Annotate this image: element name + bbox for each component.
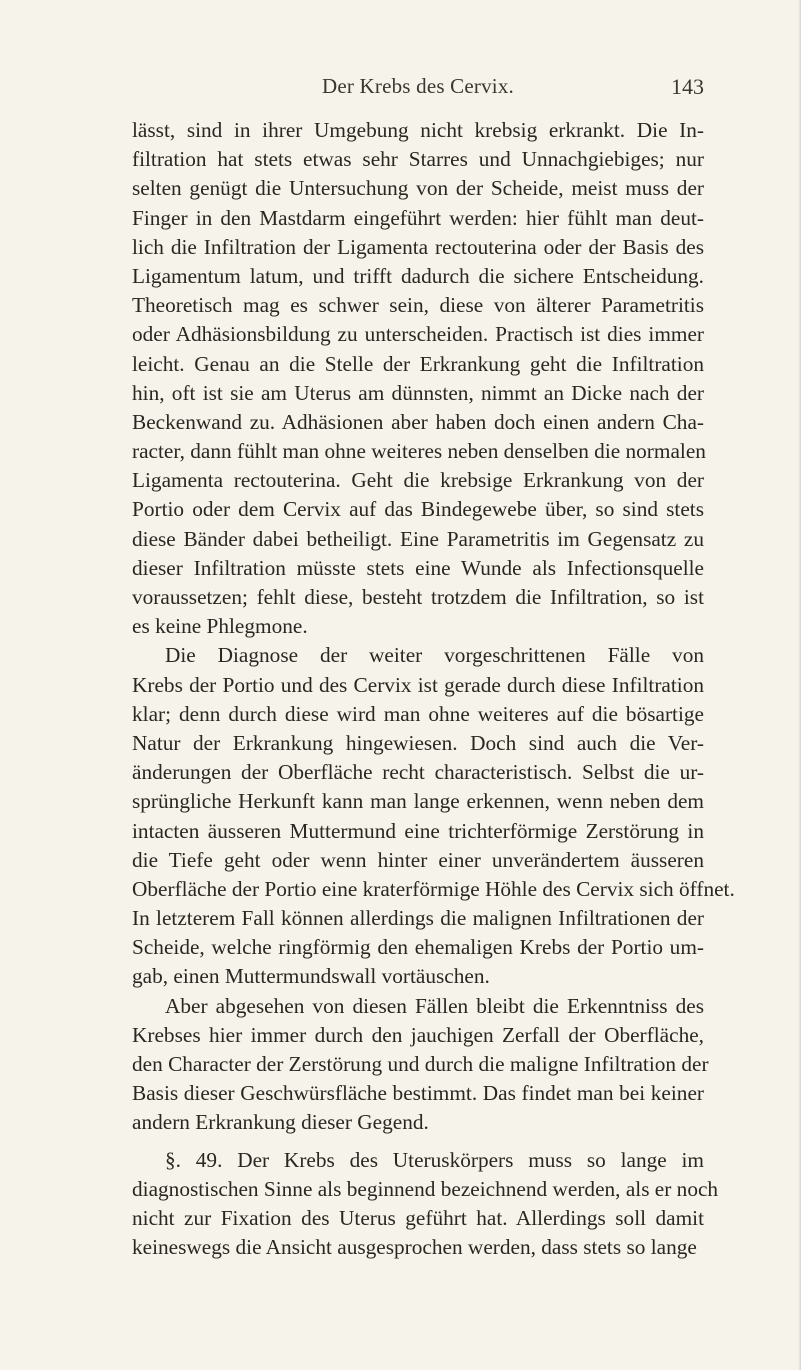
text-line: filtration hat stets etwas sehr Starres und Unnachgiebiges; nur	[132, 147, 704, 172]
text-line: Krebs der Portio und des Cervix ist gerade durch diese Infiltration	[132, 672, 704, 697]
text-line: oder Adhäsionsbildung zu unterscheiden. Practisch ist dies immer	[132, 322, 704, 347]
text-line: hin, oft ist sie am Uterus am dünnsten, nimmt an Dicke nach der	[132, 380, 704, 405]
text-line: racter, dann fühlt man ohne weiteres neben denselben die normalen	[132, 439, 706, 464]
running-head	[132, 74, 704, 104]
text-line: lässt, sind in ihrer Umgebung nicht krebsig erkrankt. Die In-	[132, 118, 704, 142]
running-title: Der Krebs des Cervix.	[322, 74, 514, 98]
text-line: Scheide, welche ringförmig den ehemaligen Krebs der Portio um-	[132, 935, 704, 960]
text-line: klar; denn durch diese wird man ohne weiteres auf die bösartige	[132, 701, 704, 726]
text-line: keineswegs die Ansicht ausgesprochen werden, dass stets so lange	[132, 1235, 697, 1260]
text-line: die Tiefe geht oder wenn hinter einer unverändertem äusseren	[132, 847, 704, 872]
text-line: Ligamenta rectouterina. Geht die krebsige Erkrankung von der	[132, 468, 704, 493]
text-line: den Character der Zerstörung und durch die maligne Infiltration der	[132, 1052, 709, 1076]
text-line: In letzterem Fall können allerdings die malignen Infiltrationen der	[132, 906, 704, 931]
text-line: andern Erkrankung dieser Gegend.	[132, 1110, 429, 1135]
text-line: Oberfläche der Portio eine kraterförmige Höhle des Cervix sich öffnet.	[132, 876, 735, 901]
text-line: Aber abgesehen von diesen Fällen bleibt die Erkenntniss des	[165, 993, 704, 1018]
text-line: Portio oder dem Cervix auf das Bindegewebe über, so sind stets	[132, 497, 704, 522]
text-line: nicht zur Fixation des Uterus geführt hat. Allerdings soll damit	[132, 1205, 704, 1230]
text-line: gab, einen Muttermundswall vortäuschen.	[132, 964, 490, 989]
text-line: Ligamentum latum, und trifft dadurch die sichere Entscheidung.	[132, 263, 704, 288]
text-line: leicht. Genau an die Stelle der Erkrankung geht die Infiltration	[132, 351, 704, 376]
text-line: diese Bänder dabei betheiligt. Eine Parametritis im Gegensatz zu	[132, 526, 704, 551]
text-line: sprüngliche Herkunft kann man lange erkennen, wenn neben dem	[132, 789, 704, 814]
text-line: dieser Infiltration müsste stets eine Wunde als Infectionsquelle	[132, 555, 704, 580]
text-line: änderungen der Oberfläche recht characteristisch. Selbst die ur-	[132, 760, 704, 785]
text-line: es keine Phlegmone.	[132, 614, 308, 639]
text-line: Basis dieser Geschwürsfläche bestimmt. Das findet man bei keiner	[132, 1081, 704, 1106]
text-line: voraussetzen; fehlt diese, besteht trotzdem die Infiltration, so ist	[132, 585, 704, 609]
text-line: Natur der Erkrankung hingewiesen. Doch sind auch die Ver-	[132, 730, 704, 755]
text-line: Die Diagnose der weiter vorgeschrittenen Fälle von	[165, 643, 704, 668]
text-line: diagnostischen Sinne als beginnend bezeichnend werden, als er noch	[132, 1176, 719, 1201]
text-line: lich die Infiltration der Ligamenta rectouterina oder der Basis des	[132, 234, 704, 259]
page-number: 143	[671, 74, 704, 99]
text-line: Theoretisch mag es schwer sein, diese von älterer Parametritis	[132, 293, 704, 318]
body-text	[132, 116, 735, 1262]
text-line: §. 49. Der Krebs des Uteruskörpers muss so lange im	[165, 1147, 704, 1172]
text-line: Finger in den Mastdarm eingeführt werden: hier fühlt man deut-	[132, 205, 704, 230]
text-line: selten genügt die Untersuchung von der Scheide, meist muss der	[132, 176, 704, 201]
text-line: Beckenwand zu. Adhäsionen aber haben doch einen andern Cha-	[132, 409, 704, 434]
text-line: intacten äusseren Muttermund eine trichterförmige Zerstörung in	[132, 818, 704, 843]
text-line: Krebses hier immer durch den jauchigen Zerfall der Oberfläche,	[132, 1022, 704, 1047]
